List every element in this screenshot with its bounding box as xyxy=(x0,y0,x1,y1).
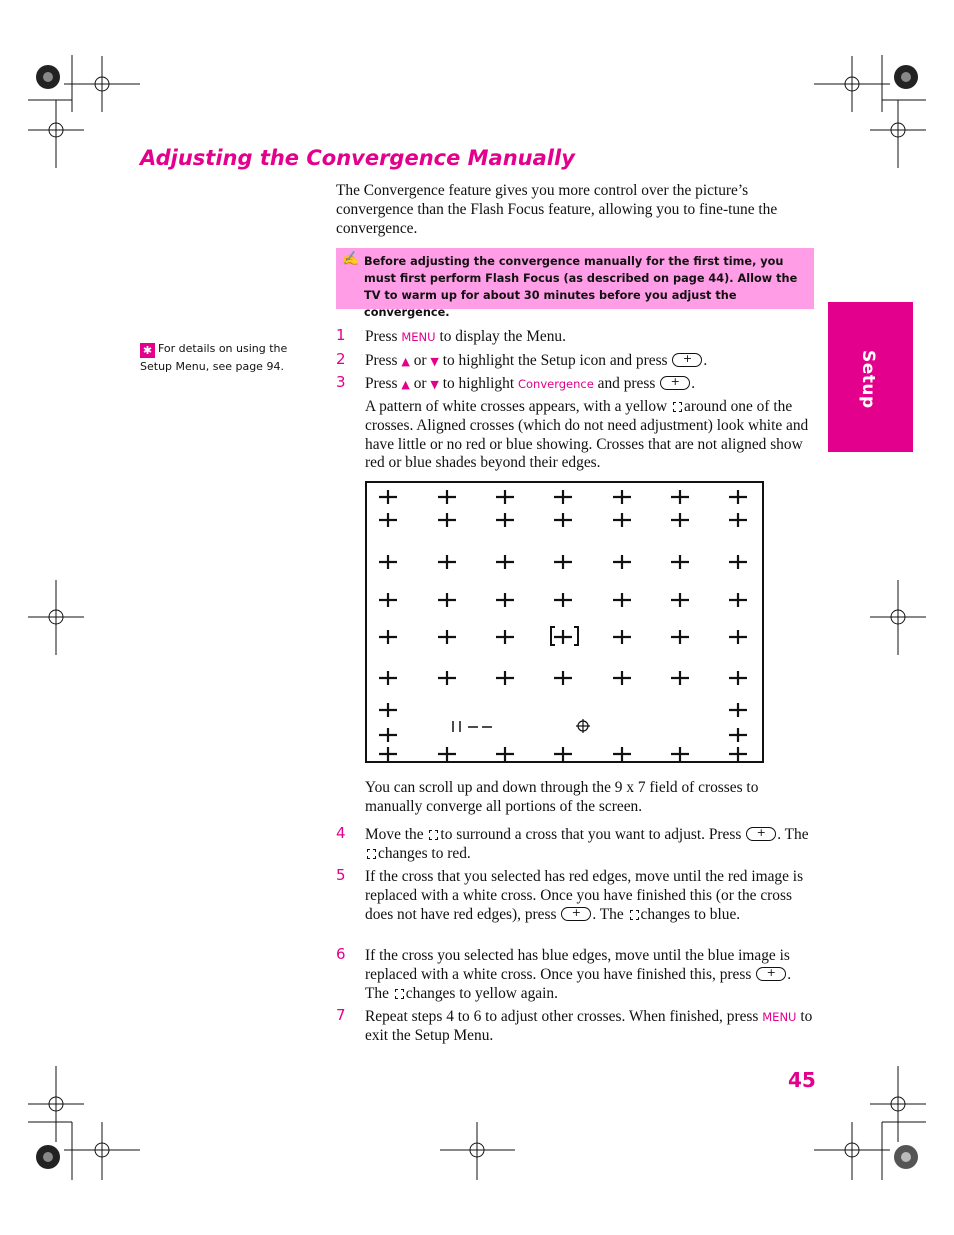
section-tab xyxy=(828,302,913,452)
cross-mark xyxy=(554,555,572,569)
center-target-icon xyxy=(576,719,590,733)
cross-mark xyxy=(554,630,572,644)
cross-mark xyxy=(496,671,514,685)
cross-mark xyxy=(379,747,397,761)
up-arrow-icon: ▲ xyxy=(401,378,410,391)
note-box xyxy=(336,248,814,319)
cross-pattern xyxy=(367,483,762,761)
selection-bracket-icon xyxy=(367,849,376,859)
cross-mark xyxy=(613,555,631,569)
scroll-indicator xyxy=(453,721,492,732)
cross-mark xyxy=(729,728,747,742)
step-5-text: If the cross that you selected has red edges, move until the red image is replaced with a white cross. Once you have finished this (or the cross does not have red edges), press + . The changes to blue. xyxy=(365,868,815,924)
cross-mark xyxy=(554,593,572,607)
cross-mark xyxy=(438,555,456,569)
step-number: 6 xyxy=(336,945,346,963)
cross-mark xyxy=(671,630,689,644)
cross-mark xyxy=(671,490,689,504)
down-arrow-icon: ▼ xyxy=(430,355,439,368)
cross-mark xyxy=(438,593,456,607)
cross-mark xyxy=(729,703,747,717)
cross-mark xyxy=(729,593,747,607)
intro-paragraph: The Convergence feature gives you more control over the picture’s convergence than the Flash Focus feature, allowing you to fine-tune the convergence. xyxy=(336,182,778,237)
step-number: 4 xyxy=(336,824,346,842)
step-3-detail: A pattern of white crosses appears, with a yellow around one of the crosses. Aligned crosses (which do not need adjustment) look white and have little or no red or blue showing. Crosses that are not aligned show red or blue shades beyond their edges. xyxy=(365,398,809,472)
cross-mark xyxy=(379,703,397,717)
tip-sidebar xyxy=(140,340,300,375)
cross-mark xyxy=(729,630,747,644)
convergence-pattern-figure xyxy=(365,481,764,763)
cross-mark xyxy=(613,513,631,527)
cross-mark xyxy=(729,747,747,761)
menu-button-label: MENU xyxy=(762,1010,797,1024)
cross-mark xyxy=(729,490,747,504)
cross-mark xyxy=(554,747,572,761)
menu-button-label: MENU xyxy=(401,330,436,344)
joystick-button-icon xyxy=(672,353,702,367)
page-number: 45 xyxy=(788,1068,816,1092)
cross-mark xyxy=(554,671,572,685)
cross-mark xyxy=(729,555,747,569)
page-title: Adjusting the Convergence Manually xyxy=(140,146,575,170)
cross-mark xyxy=(554,513,572,527)
cross-mark xyxy=(438,747,456,761)
joystick-button-icon xyxy=(746,827,776,841)
cross-mark xyxy=(496,747,514,761)
step-1-text: Press MENU to display the Menu. xyxy=(365,328,566,345)
cross-mark xyxy=(671,671,689,685)
pencil-note-icon: ✍ xyxy=(342,252,360,267)
cross-mark xyxy=(613,671,631,685)
down-arrow-icon: ▼ xyxy=(430,378,439,391)
cross-mark xyxy=(496,630,514,644)
cross-mark xyxy=(379,513,397,527)
selection-bracket-icon xyxy=(673,402,682,412)
selection-bracket-icon xyxy=(429,830,438,840)
cross-mark xyxy=(438,671,456,685)
step-4-text: Move the to surround a cross that you want to adjust. Press + . The changes to red. xyxy=(365,826,815,864)
step-6-text: If the cross you selected has blue edges, move until the blue image is replaced with a white cross. Once you have finished this, press + . The changes to yellow again. xyxy=(365,947,815,1003)
cross-mark xyxy=(729,513,747,527)
joystick-button-icon xyxy=(561,907,591,921)
cross-mark xyxy=(729,671,747,685)
convergence-label: Convergence xyxy=(517,377,594,391)
step-number: 2 xyxy=(336,350,346,368)
cross-mark xyxy=(438,513,456,527)
cross-mark xyxy=(438,490,456,504)
joystick-button-icon xyxy=(660,376,690,390)
tip-text: For details on using the Setup Menu, see page 94. xyxy=(140,342,288,373)
cross-mark xyxy=(379,728,397,742)
cross-mark xyxy=(613,490,631,504)
cross-mark xyxy=(379,630,397,644)
cross-mark xyxy=(438,630,456,644)
cross-mark xyxy=(379,490,397,504)
joystick-button-icon xyxy=(756,967,786,981)
note-text: Before adjusting the convergence manually for the first time, you must first perform Flash Focus (as described on page 44). Allow the TV to warm up for about 30 minutes before you adjust the convergence. xyxy=(364,255,798,319)
up-arrow-icon: ▲ xyxy=(401,355,410,368)
step-number: 7 xyxy=(336,1006,346,1024)
lightbulb-icon: ✱ xyxy=(140,343,155,358)
step-2-text: Press ▲ or ▼ to highlight the Setup icon and press + . xyxy=(365,352,815,372)
cross-mark xyxy=(554,490,572,504)
cross-mark xyxy=(671,513,689,527)
cross-mark xyxy=(613,630,631,644)
cross-mark xyxy=(379,555,397,569)
cross-mark xyxy=(671,555,689,569)
scroll-paragraph: You can scroll up and down through the 9 x 7 field of crosses to manually converge all portions of the screen. xyxy=(365,779,759,815)
cross-mark xyxy=(379,671,397,685)
step-number: 5 xyxy=(336,866,346,884)
cross-mark xyxy=(496,490,514,504)
step-number: 1 xyxy=(336,326,346,344)
cross-mark xyxy=(613,593,631,607)
cross-mark xyxy=(496,513,514,527)
cross-mark xyxy=(671,747,689,761)
step-7-text: Repeat steps 4 to 6 to adjust other crosses. When finished, press MENU to exit the Setup Menu. xyxy=(365,1008,813,1044)
cross-mark xyxy=(496,593,514,607)
cross-mark xyxy=(379,593,397,607)
step-3-text: Press ▲ or ▼ to highlight Convergence and press + . xyxy=(365,375,815,395)
cross-mark xyxy=(496,555,514,569)
cross-mark xyxy=(671,593,689,607)
selection-bracket-icon xyxy=(630,910,639,920)
cross-mark xyxy=(613,747,631,761)
step-number: 3 xyxy=(336,373,346,391)
section-tab-label: Setup xyxy=(858,350,878,409)
selection-bracket-icon xyxy=(395,989,404,999)
